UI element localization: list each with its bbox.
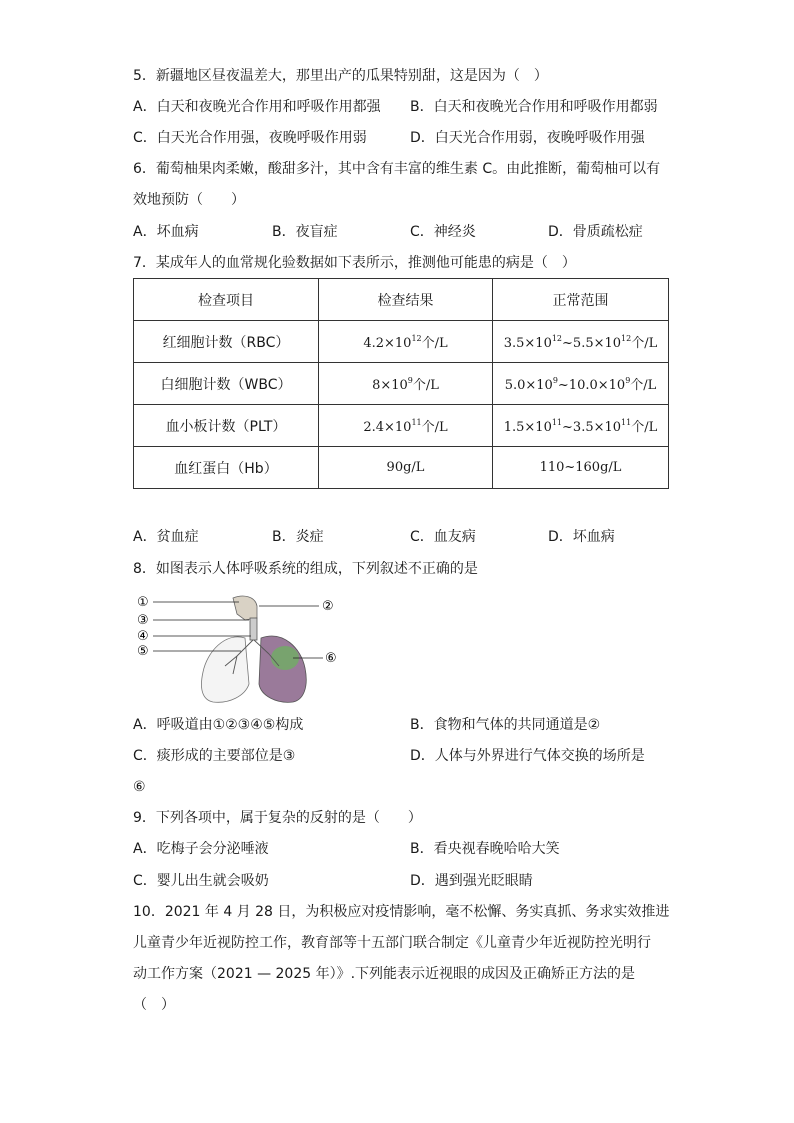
q10-line1: 10．2021 年 4 月 28 日，为积极应对疫情影响，毫不松懈、务实真抓、务求实效推进 [133, 904, 670, 920]
q9-stem: 9．下列各项中，属于复杂的反射的是（ ） [133, 810, 422, 826]
q6-option-a: A．坏血病 [133, 224, 199, 240]
q9-option-a: A．吃梅子会分泌唾液 [133, 841, 269, 857]
q8-option-a: A．呼吸道由①②③④⑤构成 [133, 717, 304, 733]
diagram-label-1: ① [137, 595, 149, 610]
q7-stem: 7．某成年人的血常规化验数据如下表所示，推测他可能患的病是（ ） [133, 255, 576, 271]
q6-option-c: C．神经炎 [410, 224, 476, 240]
row-range: 110~160g/L [493, 447, 669, 489]
row-range: $3.5\times 10^{12}\sim 5.5\times 10^{12}$个/L [493, 321, 669, 363]
table-header-row [134, 279, 669, 321]
diagram-label-3: ③ [137, 613, 149, 628]
q8-option-c: C．痰形成的主要部位是③ [133, 748, 296, 764]
row-range: $1.5\times 10^{11}\sim 3.5\times 10^{11}$个/L [493, 405, 669, 447]
q10-line4: （ ） [133, 997, 175, 1013]
q10-line2: 儿童青少年近视防控工作，教育部等十五部门联合制定《儿童青少年近视防控光明行 [133, 935, 651, 951]
q6-stem-line2: 效地预防（ ） [133, 192, 245, 208]
q8-option-b: B．食物和气体的共同通道是② [410, 717, 601, 733]
q6-option-b: B．夜盲症 [272, 224, 338, 240]
q7-option-c: C．血友病 [410, 529, 476, 545]
diagram-label-6: ⑥ [325, 651, 337, 666]
q7-option-b: B．炎症 [272, 529, 324, 545]
table-row [134, 447, 669, 489]
q10-line3: 动工作方案（2021 — 2025 年）》.下列能表示近视眼的成因及正确矫正方法的是 [133, 966, 636, 982]
q5-option-b: B．白天和夜晚光合作用和呼吸作用都弱 [410, 99, 658, 115]
q8-option-d-continued: ⑥ [133, 779, 146, 795]
q6-option-d: D．骨质疏松症 [548, 224, 643, 240]
left-lung-shape [201, 637, 249, 702]
q5-option-a: A．白天和夜晚光合作用和呼吸作用都强 [133, 99, 381, 115]
q9-option-c: C．婴儿出生就会吸奶 [133, 873, 269, 889]
head-shape [233, 596, 257, 620]
q9-option-b: B．看央视春晚哈哈大笑 [410, 841, 560, 857]
q8-stem: 8．如图表示人体呼吸系统的组成，下列叙述不正确的是 [133, 561, 478, 577]
row-result: $8\times 10^9$个/L [319, 363, 493, 405]
row-item: 白细胞计数（WBC） [134, 363, 319, 405]
diagram-label-4: ④ [137, 629, 149, 644]
diagram-label-5: ⑤ [137, 644, 149, 659]
q7-option-d: D．坏血病 [548, 529, 615, 545]
row-item: 血红蛋白（Hb） [134, 447, 319, 489]
header-result: 检查结果 [319, 279, 493, 321]
table-row [134, 363, 669, 405]
row-item: 血小板计数（PLT） [134, 405, 319, 447]
blood-test-table [133, 278, 669, 489]
respiratory-system-diagram [133, 592, 348, 704]
table-row [134, 321, 669, 363]
q7-option-a: A．贫血症 [133, 529, 199, 545]
q9-option-d: D．遇到强光眨眼睛 [410, 873, 533, 889]
header-item: 检查项目 [134, 279, 319, 321]
q6-stem-line1: 6．葡萄柚果肉柔嫩，酸甜多汁，其中含有丰富的维生素 C。由此推断，葡萄柚可以有 [133, 161, 661, 177]
q5-option-c: C．白天光合作用强，夜晚呼吸作用弱 [133, 130, 367, 146]
q5-option-d: D．白天光合作用弱，夜晚呼吸作用强 [410, 130, 645, 146]
trachea-shape [250, 618, 257, 640]
table-row [134, 405, 669, 447]
row-result: $2.4\times 10^{11}$个/L [319, 405, 493, 447]
row-result: $4.2\times 10^{12}$个/L [319, 321, 493, 363]
q5-stem: 5．新疆地区昼夜温差大，那里出产的瓜果特别甜，这是因为（ ） [133, 68, 548, 84]
q8-option-d: D．人体与外界进行气体交换的场所是 [410, 748, 645, 764]
diagram-label-2: ② [322, 599, 334, 614]
header-range: 正常范围 [493, 279, 669, 321]
row-range: $5.0\times 10^9\sim 10.0\times 10^9$个/L [493, 363, 669, 405]
row-result: 90g/L [319, 447, 493, 489]
row-item: 红细胞计数（RBC） [134, 321, 319, 363]
